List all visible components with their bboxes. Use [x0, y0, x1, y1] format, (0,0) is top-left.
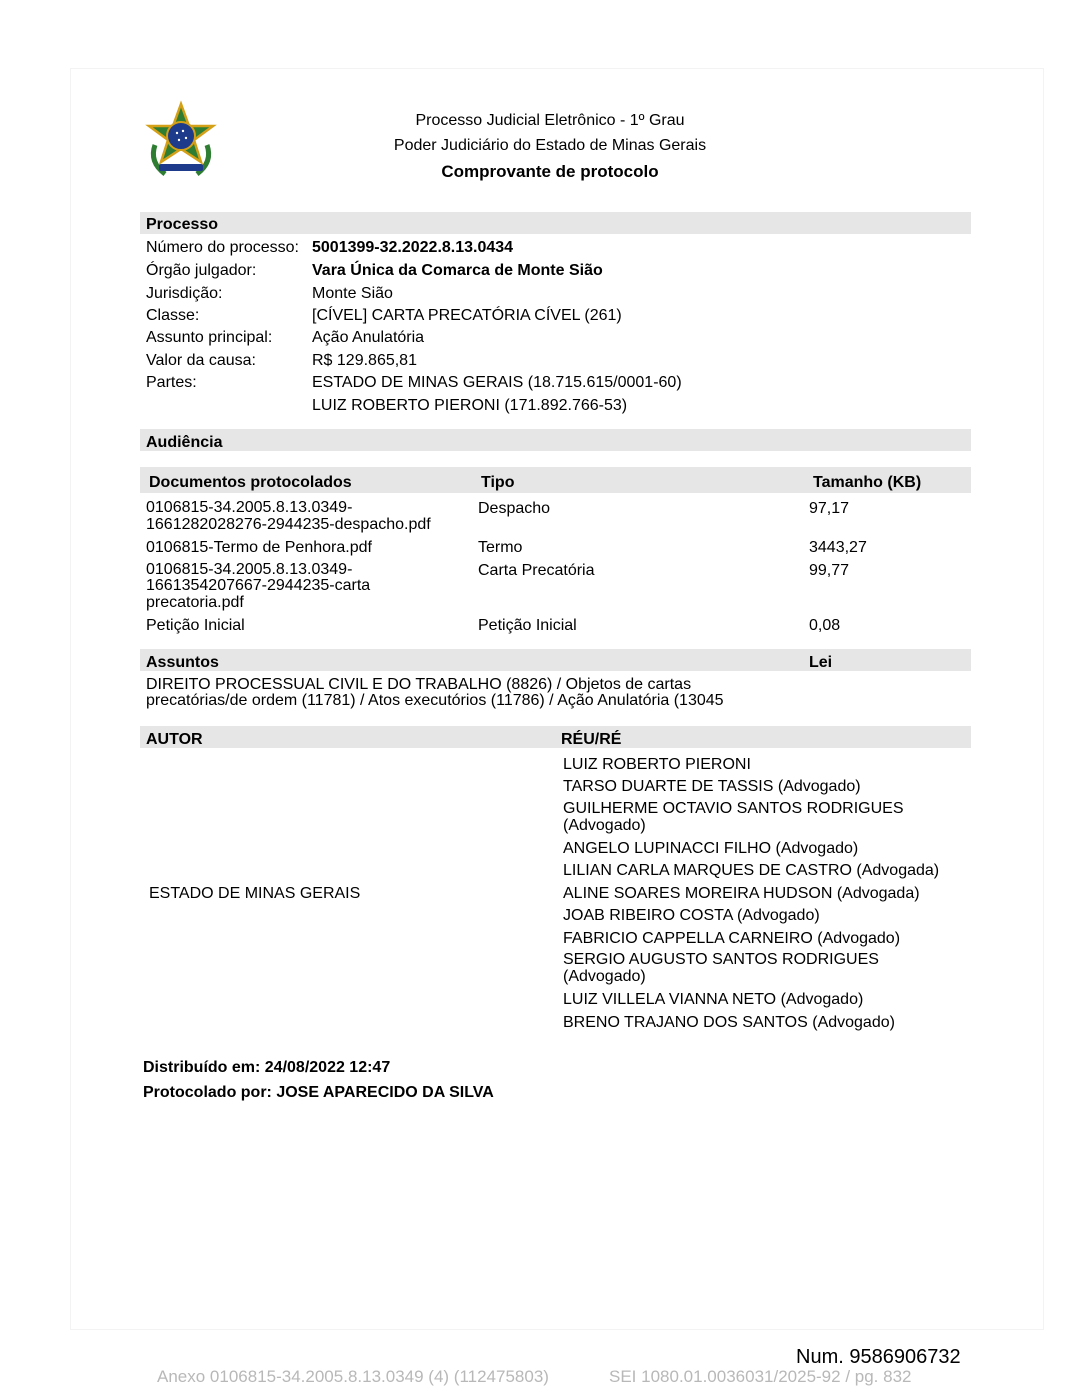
- value-assunto-principal: Ação Anulatória: [312, 329, 425, 346]
- value-partes-2: LUIZ ROBERTO PIERONI (171.892.766-53): [312, 397, 628, 414]
- doc-name-line: Petição Inicial: [146, 617, 245, 634]
- list-item: SERGIO AUGUSTO SANTOS RODRIGUES: [563, 951, 879, 968]
- section-bar-audiencia: [140, 429, 971, 451]
- col-header-reu: RÉU/RÉ: [561, 731, 622, 748]
- col-header-tamanho: Tamanho (KB): [813, 474, 922, 491]
- document-number: Num. 9586906732: [796, 1346, 961, 1368]
- list-item: (Advogado): [563, 817, 646, 834]
- doc-tipo: Despacho: [478, 500, 551, 517]
- list-item: LUIZ ROBERTO PIERONI: [563, 756, 751, 773]
- distribuido-em: Distribuído em: 24/08/2022 12:47: [143, 1059, 391, 1076]
- section-bar-assuntos: [140, 649, 971, 671]
- protocolado-por: Protocolado por: JOSE APARECIDO DA SILVA: [143, 1084, 494, 1101]
- value-numero-processo: 5001399-32.2022.8.13.0434: [312, 239, 514, 256]
- label-assunto-principal: Assunto principal:: [146, 329, 273, 346]
- label-orgao-julgador: Órgão julgador:: [146, 262, 257, 279]
- list-item: LUIZ VILLELA VIANNA NETO (Advogado): [563, 991, 864, 1008]
- doc-name-line: 0106815-34.2005.8.13.0349-: [146, 561, 353, 578]
- col-header-tipo: Tipo: [481, 474, 515, 491]
- value-partes-1: ESTADO DE MINAS GERAIS (18.715.615/0001-60): [312, 374, 682, 391]
- label-valor-causa: Valor da causa:: [146, 352, 256, 369]
- label-jurisdicao: Jurisdição:: [146, 285, 223, 302]
- col-header-lei: Lei: [809, 654, 833, 671]
- assuntos-text-line-2: precatórias/de ordem (11781) / Atos executórios (11786) / Ação Anulatória (13045: [146, 692, 724, 709]
- value-valor-causa: R$ 129.865,81: [312, 352, 417, 369]
- list-item: FABRICIO CAPPELLA CARNEIRO (Advogado): [563, 930, 901, 947]
- assuntos-text-line-1: DIREITO PROCESSUAL CIVIL E DO TRABALHO (8826) / Objetos de cartas: [146, 676, 692, 693]
- label-classe: Classe:: [146, 307, 200, 324]
- list-item: TARSO DUARTE DE TASSIS (Advogado): [563, 778, 861, 795]
- page-title: Comprovante de protocolo: [441, 162, 659, 181]
- list-item: JOAB RIBEIRO COSTA (Advogado): [563, 907, 820, 924]
- label-numero-processo: Número do processo:: [146, 239, 299, 256]
- doc-tamanho: 3443,27: [809, 539, 867, 556]
- section-bar-partes: [140, 726, 971, 748]
- doc-tipo: Petição Inicial: [478, 617, 577, 634]
- doc-name-line: 0106815-34.2005.8.13.0349-: [146, 499, 353, 516]
- doc-tipo: Carta Precatória: [478, 562, 595, 579]
- brazil-coat-of-arms-icon: [145, 100, 217, 180]
- doc-name-line: precatoria.pdf: [146, 594, 244, 611]
- list-item: LILIAN CARLA MARQUES DE CASTRO (Advogada): [563, 862, 940, 879]
- section-title-assuntos: Assuntos: [146, 654, 219, 671]
- doc-tamanho: 99,77: [809, 562, 850, 579]
- doc-name-line: 0106815-Termo de Penhora.pdf: [146, 539, 372, 556]
- anexo-stamp: Anexo 0106815-34.2005.8.13.0349 (4) (112475803): [157, 1367, 549, 1386]
- list-item: (Advogado): [563, 968, 646, 985]
- doc-name-line: 1661354207667-2944235-carta: [146, 577, 371, 594]
- sei-stamp: SEI 1080.01.0036031/2025-92 / pg. 832: [609, 1367, 912, 1386]
- value-jurisdicao: Monte Sião: [312, 285, 393, 302]
- doc-tamanho: 0,08: [809, 617, 841, 634]
- doc-tamanho: 97,17: [809, 500, 850, 517]
- doc-name-line: 1661282028276-2944235-despacho.pdf: [146, 516, 431, 533]
- header-line-2: Poder Judiciário do Estado de Minas Gerais: [393, 137, 707, 154]
- value-orgao-julgador: Vara Única da Comarca de Monte Sião: [312, 262, 603, 279]
- section-title-processo: Processo: [146, 216, 219, 233]
- list-item: GUILHERME OCTAVIO SANTOS RODRIGUES: [563, 800, 904, 817]
- header-line-1: Processo Judicial Eletrônico - 1º Grau: [415, 112, 685, 129]
- label-partes: Partes:: [146, 374, 197, 391]
- list-item: ANGELO LUPINACCI FILHO (Advogado): [563, 840, 859, 857]
- autor-name: ESTADO DE MINAS GERAIS: [149, 885, 361, 902]
- list-item: ALINE SOARES MOREIRA HUDSON (Advogada): [563, 885, 920, 902]
- section-title-audiencia: Audiência: [146, 434, 223, 451]
- section-bar-processo: [140, 212, 971, 234]
- doc-tipo: Termo: [478, 539, 523, 556]
- col-header-documentos: Documentos protocolados: [149, 474, 352, 491]
- list-item: BRENO TRAJANO DOS SANTOS (Advogado): [563, 1014, 895, 1031]
- value-classe: [CÍVEL] CARTA PRECATÓRIA CÍVEL (261): [312, 307, 622, 324]
- col-header-autor: AUTOR: [146, 731, 203, 748]
